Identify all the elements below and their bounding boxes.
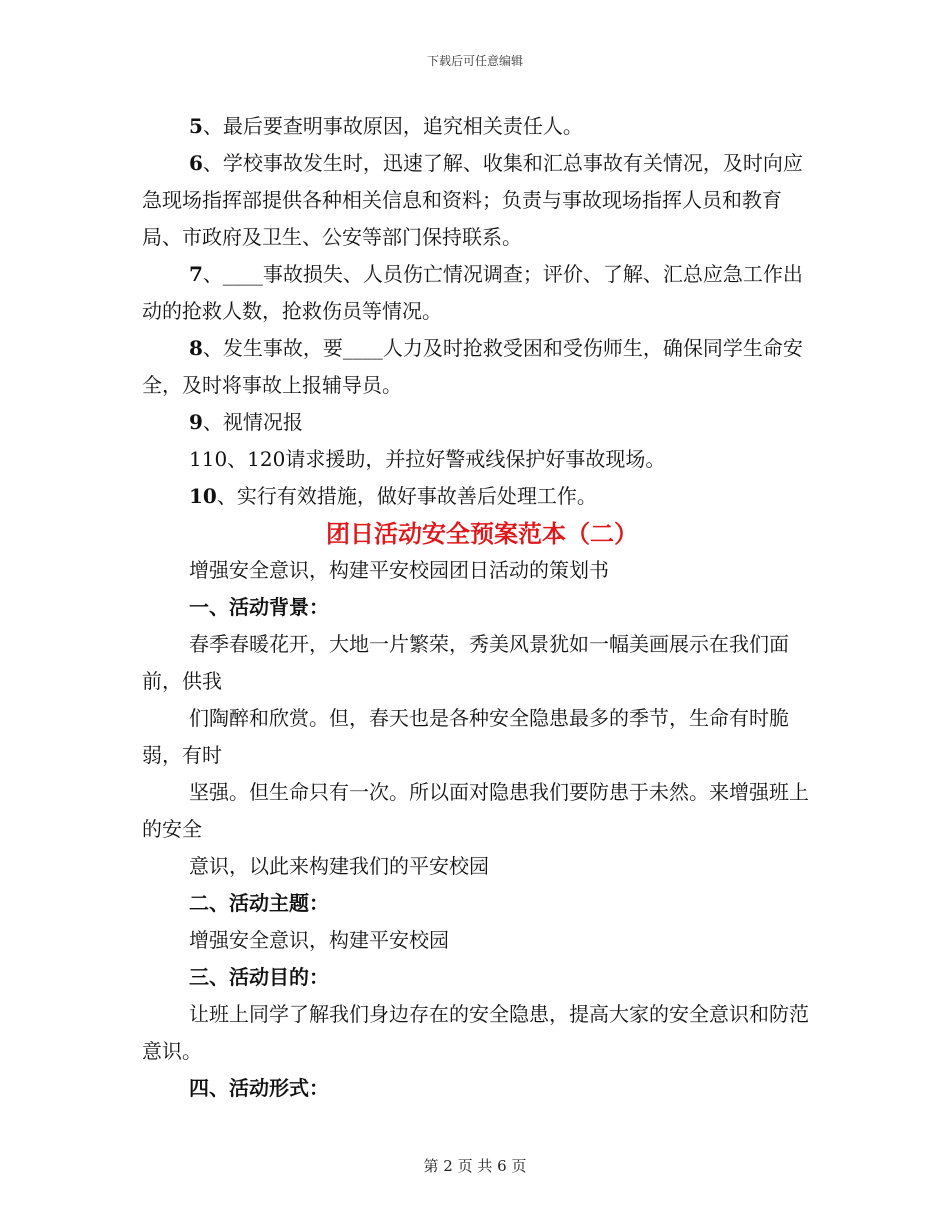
- section-title: 团日活动安全预案范本（二）: [326, 519, 638, 548]
- item-number: 10: [189, 484, 217, 508]
- list-item-10: [142, 478, 812, 515]
- background-paragraph-3: 坚强。但生命只有一次。所以面对隐患我们要防患于未然。来增强班上的安全: [142, 780, 809, 841]
- theme-text: 增强安全意识，构建平安校园: [189, 928, 449, 952]
- heading-format: 四、活动形式：: [189, 1076, 329, 1100]
- item-number: 9: [189, 410, 203, 434]
- list-item-9: [142, 404, 812, 441]
- item-number: 7: [189, 262, 203, 286]
- item-number: 8: [189, 336, 203, 360]
- item-number: 5: [189, 114, 203, 138]
- heading-background: 一、活动背景：: [189, 595, 329, 619]
- list-item-9-continued: 110、120请求援助，并拉好警戒线保护好事故现场。: [189, 447, 666, 471]
- item-text: 、视情况报: [202, 410, 303, 434]
- item-text: 、____事故损失、人员伤亡情况调查；评价、了解、汇总应急工作出动的抢救人数，抢救伤员等情况。: [142, 262, 803, 323]
- list-item-8: [142, 330, 812, 404]
- document-body: [142, 108, 812, 1107]
- list-item-5: [142, 108, 812, 145]
- page-footer: 第 2 页 共 6 页: [423, 1157, 527, 1175]
- item-text: 、发生事故，要____人力及时抢救受困和受伤师生，确保同学生命安全，及时将事故上报辅导员。: [142, 336, 803, 397]
- page-header: 下载后可任意编辑: [426, 54, 523, 68]
- item-text: 、学校事故发生时，迅速了解、收集和汇总事故有关情况，及时向应急现场指挥部提供各种相关信息和资料；负责与事故现场指挥人员和教育局、市政府及卫生、公安等部门保持联系。: [142, 151, 803, 249]
- list-item-7: [142, 256, 812, 330]
- heading-purpose: 三、活动目的：: [189, 965, 329, 989]
- intro-line: 增强安全意识，构建平安校园团日活动的策划书: [189, 558, 609, 582]
- item-number: 6: [189, 151, 203, 175]
- purpose-text: 让班上同学了解我们身边存在的安全隐患，提高大家的安全意识和防范意识。: [142, 1002, 809, 1063]
- list-item-6: [142, 145, 812, 256]
- background-paragraph-4: 意识，以此来构建我们的平安校园: [189, 854, 489, 878]
- item-text: 、最后要查明事故原因，追究相关责任人。: [202, 114, 583, 138]
- item-text: 、实行有效措施，做好事故善后处理工作。: [216, 484, 597, 508]
- background-paragraph-2: 们陶醉和欣赏。但，春天也是各种安全隐患最多的季节，生命有时脆弱，有时: [142, 706, 789, 767]
- background-paragraph-1: 春季春暖花开，大地一片繁荣，秀美风景犹如一幅美画展示在我们面前，供我: [142, 632, 789, 693]
- heading-theme: 二、活动主题：: [189, 891, 329, 915]
